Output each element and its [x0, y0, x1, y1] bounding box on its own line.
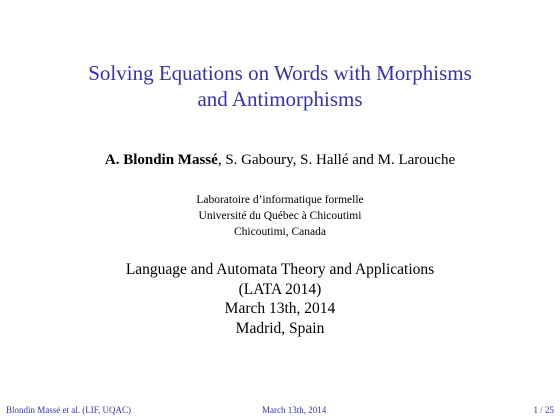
- conference-location: Madrid, Spain: [235, 319, 325, 337]
- conference-date: March 13th, 2014: [224, 300, 336, 317]
- authors: [0, 150, 560, 170]
- slide-title-line-1: Solving Equations on Words with Morphisms: [88, 61, 472, 85]
- institute-lab: Laboratoire d’informatique formelle: [196, 194, 364, 206]
- footer-author[interactable]: Blondin Massé et al. (LIF, UQAC): [6, 405, 132, 415]
- slide-title-line-2: and Antimorphisms: [197, 87, 363, 111]
- conference-acronym: (LATA 2014): [238, 280, 322, 298]
- slide-footer: [0, 402, 560, 420]
- institute-location: Chicoutimi, Canada: [234, 226, 326, 238]
- conference-name: Language and Automata Theory and Applications: [125, 261, 435, 278]
- slide-title: [0, 60, 560, 112]
- presenting-author: A. Blondin Massé: [104, 152, 218, 168]
- footer-page-number: 1 / 25: [533, 405, 554, 415]
- conference-info: [0, 260, 560, 338]
- footer-date[interactable]: March 13th, 2014: [262, 405, 327, 415]
- institute: [0, 192, 560, 240]
- institute-university: Université du Québec à Chicoutimi: [198, 210, 362, 222]
- co-authors: , S. Gaboury, S. Hallé and M. Larouche: [217, 152, 456, 168]
